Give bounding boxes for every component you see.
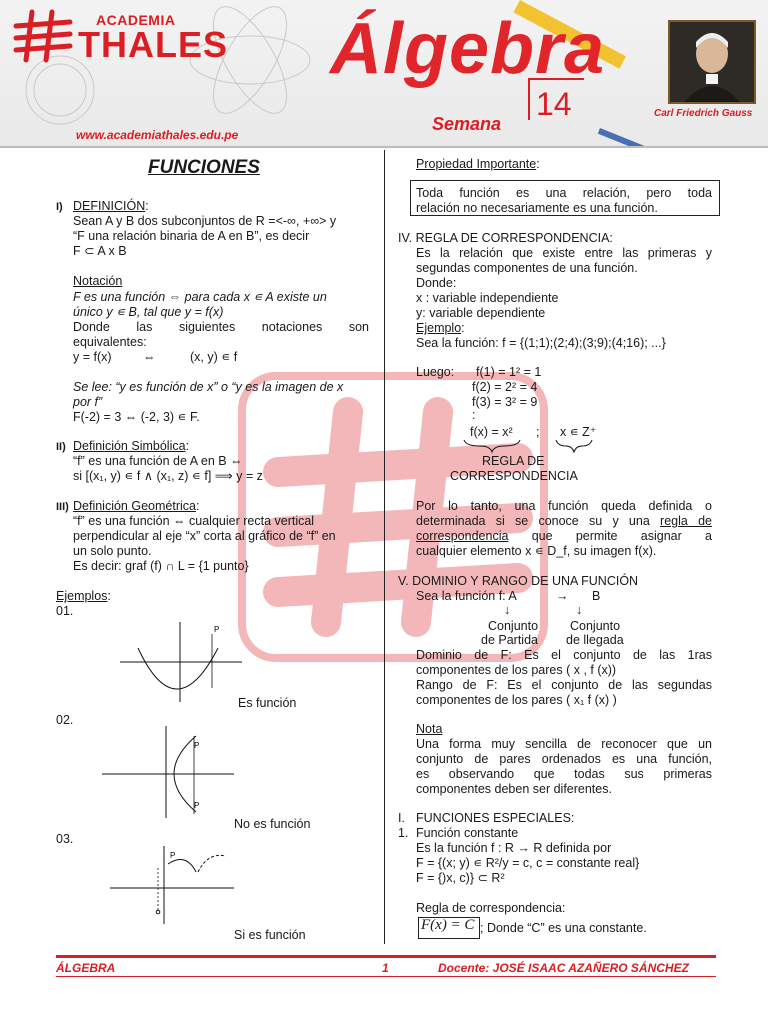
- rule-braces: [460, 438, 610, 454]
- property-box-line-1: Toda función es una relación, pero toda: [416, 186, 712, 200]
- se-lee-1: Se lee: “y es función de x” o “y es la imagen de x: [73, 380, 344, 394]
- section-6-number: I.: [398, 811, 405, 825]
- constant-line-1: Es la función f : R → R definida por: [416, 841, 612, 855]
- conclusion-line-2: [416, 514, 712, 529]
- notacion-italic-2: único y ∊ B, tal que y = f(x): [73, 305, 224, 319]
- portrait-image: [670, 22, 754, 102]
- dominio-line-1: Dominio de F: Es el conjunto de las 1ras: [416, 648, 712, 662]
- page-number: 1: [382, 961, 389, 975]
- header-rule: [0, 146, 768, 148]
- subject-title: Álgebra: [330, 9, 606, 89]
- property-box-line-2: relación no necesariamente es una función.: [416, 201, 658, 215]
- section-1-number: I): [56, 201, 63, 213]
- example-function-set: Sea la función: f = {(1;1);(2;4);(3;9);(4;16); ...}: [416, 336, 666, 350]
- section-1-title: DEFINICIÓN: [73, 199, 146, 213]
- conclusion-line-3b: que permite asignar a: [508, 529, 712, 543]
- equivalence-right: (x, y) ∊ f: [190, 350, 238, 364]
- symbolic-line-2: si [(x₁, y) ∊ f ∧ (x₁, z) ∊ f] ⟹ y = z: [73, 469, 263, 483]
- nota-line-3: es observando que todas sus primeras: [416, 767, 712, 781]
- nota-line-4: componentes deben ser diferentes.: [416, 782, 612, 796]
- section-1-colon: :: [145, 199, 149, 213]
- section-3-title: Definición Geométrica: [73, 499, 196, 513]
- rango-line-2: componentes de los pares ( x₁ f (x) ): [416, 693, 617, 707]
- week-number: 14: [536, 86, 572, 122]
- subsection-1-heading: Función constante: [416, 826, 519, 840]
- rule-line-5: y: variable dependiente: [416, 306, 546, 320]
- notacion-italic-1: F es una función ⇔ para cada x ∊ A existe un: [73, 290, 327, 304]
- luego-label: Luego:: [416, 365, 455, 379]
- f2-eval: f(2) = 2² = 4: [472, 380, 538, 394]
- conjunto-b: Conjunto: [570, 619, 621, 633]
- rango-line-1: Rango de F: Es el conjunto de las segundas: [416, 678, 712, 692]
- point-p-label: P: [170, 851, 176, 860]
- notacion-line-2: equivalentes:: [73, 335, 147, 349]
- codomain-b: B: [592, 589, 601, 603]
- example-01-label: 01.: [56, 604, 74, 618]
- section-6-heading: FUNCIONES ESPECIALES:: [416, 811, 575, 825]
- footer-rule-top: [56, 955, 716, 958]
- thales-logo-icon: [12, 8, 76, 64]
- right-brace: [556, 440, 592, 452]
- conclusion-line-4: cualquier elemento x ∊ D_f, su imagen f(x).: [416, 544, 657, 558]
- section-4-heading: IV. REGLA DE CORRESPONDENCIA:: [398, 231, 613, 245]
- formula-text: F(x) = C: [421, 917, 475, 933]
- f3-eval: f(3) = 3² = 9: [472, 395, 538, 409]
- rule-label-2: CORRESPONDENCIA: [450, 469, 578, 483]
- ejemplos-heading: [56, 589, 111, 604]
- ejemplo-heading: [416, 321, 465, 336]
- section-5-heading: V. DOMINIO Y RANGO DE UNA FUNCIÓN: [398, 574, 639, 588]
- partida-label: de Partida: [481, 633, 538, 647]
- section-1-heading: [73, 199, 149, 214]
- footer-teacher: Docente: JOSÉ ISAAC AZAÑERO SÁNCHEZ: [438, 961, 689, 975]
- llegada-label: de llegada: [566, 633, 624, 647]
- curve-segment: [168, 860, 196, 873]
- point-p-label: P: [214, 625, 220, 634]
- geometric-line-3: un solo punto.: [73, 544, 152, 558]
- website-url[interactable]: www.academiathales.edu.pe: [76, 128, 239, 142]
- nota-line-2: conjunto de pares ordenados es una función,: [416, 752, 712, 766]
- property-title: Propiedad Importante: [416, 157, 537, 171]
- fx-rule: f(x) = x²: [470, 425, 513, 439]
- rule-label-1: REGLA DE: [482, 454, 545, 468]
- footer-subject: ÁLGEBRA: [56, 961, 116, 975]
- point-p-top-label: P: [194, 741, 200, 750]
- equivalence-symbol: ⇔: [143, 350, 156, 364]
- se-lee-2: por f”: [73, 395, 103, 409]
- equivalence-left: y = f(x): [73, 350, 112, 364]
- rule-line-3: Donde:: [416, 276, 457, 290]
- curve-dashed: [198, 855, 226, 872]
- conclusion-line-1: Por lo tanto, una función queda definida o: [416, 499, 712, 513]
- footer-rule-bottom: [56, 976, 716, 977]
- function-arrow: →: [556, 589, 569, 603]
- conjunto-a: Conjunto: [488, 619, 539, 633]
- property-heading: [416, 157, 540, 172]
- ejemplos-title: Ejemplos: [56, 589, 108, 603]
- conclusion-line-3: [416, 529, 712, 544]
- notacion-line-1: Donde las siguientes notaciones son: [73, 320, 369, 334]
- conclusion-line-2a: determinada si se conoce su y una: [416, 514, 661, 528]
- ellipsis-dots: :: [472, 408, 476, 422]
- section-3-number: III): [56, 501, 69, 513]
- domain-function: Sea la función f: A: [416, 589, 517, 603]
- graph-example-01: [116, 618, 246, 704]
- section-2-title: Definición Simbólica: [73, 439, 186, 453]
- domain-condition: x ∊ Z⁺: [560, 425, 597, 439]
- rule-line-2: segundas componentes de una función.: [416, 261, 638, 275]
- section-3-colon: :: [195, 499, 200, 513]
- geometric-line-1: “f” es una función ⇔ cualquier recta vertical: [73, 514, 315, 528]
- symbolic-line-1: “f” es una función de A en B ⇔: [73, 454, 243, 468]
- example-f: F(-2) = 3 ⇔ (-2, 3) ∊ F.: [73, 410, 200, 424]
- notacion-heading: Notación: [73, 274, 123, 288]
- ejemplo-title: Ejemplo: [416, 321, 462, 335]
- parabola-curve: [138, 648, 218, 689]
- example-01-caption: Es función: [238, 696, 297, 710]
- portrait-caption: Carl Friedrich Gauss: [654, 108, 753, 119]
- rule-line-1: Es la relación que existe entre las primeras y: [416, 246, 712, 260]
- section-3-heading: [73, 499, 199, 514]
- point-p-bottom-label: P: [194, 801, 200, 810]
- conclusion-line-2b: regla de: [660, 514, 712, 528]
- left-brace: [464, 440, 520, 452]
- section-2-heading: [73, 439, 189, 454]
- def-line-2: “F una relación binaria de A en B”, es decir: [73, 229, 310, 243]
- rule-line-4: x : variable independiente: [416, 291, 559, 305]
- ejemplo-colon: :: [461, 321, 465, 335]
- example-03-label: 03.: [56, 832, 74, 846]
- dominio-line-2: componentes de los pares ( x , f (x)): [416, 663, 617, 677]
- section-2-number: II): [56, 441, 66, 453]
- nota-line-1: Una forma muy sencilla de reconocer que un: [416, 737, 712, 751]
- rule-separator: ;: [536, 425, 540, 439]
- conclusion-line-3a: correspondencia: [416, 529, 509, 543]
- brand-academia: ACADEMIA: [96, 12, 176, 28]
- def-line-1: Sean A y B dos subconjuntos de R =<-∞, +∞> y: [73, 214, 337, 228]
- page-title: FUNCIONES: [148, 157, 260, 178]
- graph-example-03: [108, 842, 238, 928]
- gauss-portrait: [668, 20, 756, 104]
- arrow-down-a: ↓: [504, 603, 511, 617]
- ejemplos-colon: :: [107, 589, 111, 603]
- week-label: Semana: [432, 114, 502, 134]
- constant-line-2: F = {(x; y) ∊ R²/y = c, c = constante real}: [416, 856, 640, 870]
- example-02-caption: No es función: [234, 817, 311, 831]
- def-line-3: F ⊂ A x B: [73, 244, 127, 258]
- f1-eval: f(1) = 1² = 1: [476, 365, 542, 379]
- page-header: [0, 0, 768, 148]
- section-2-colon: :: [185, 439, 190, 453]
- graph-example-02: [100, 724, 240, 820]
- geometric-line-4: Es decir: graf (f) ∩ L = {1 punto}: [73, 559, 249, 573]
- example-03-caption: Si es función: [234, 928, 306, 942]
- column-divider: [384, 150, 385, 944]
- example-02-label: 02.: [56, 713, 74, 727]
- constant-line-3: F = {)x, c)} ⊂ R²: [416, 871, 505, 885]
- property-colon: :: [536, 157, 540, 171]
- subsection-1-number: 1.: [398, 826, 409, 840]
- regla-heading: Regla de correspondencia:: [416, 901, 566, 915]
- formula-explanation: ; Donde “C” es una constante.: [480, 921, 647, 935]
- brand-thales: THALES: [78, 24, 228, 65]
- nota-heading: Nota: [416, 722, 443, 736]
- geometric-line-2: perpendicular al eje “x” corta al gráfico de “f” en: [73, 529, 336, 543]
- arrow-down-b: ↓: [576, 603, 583, 617]
